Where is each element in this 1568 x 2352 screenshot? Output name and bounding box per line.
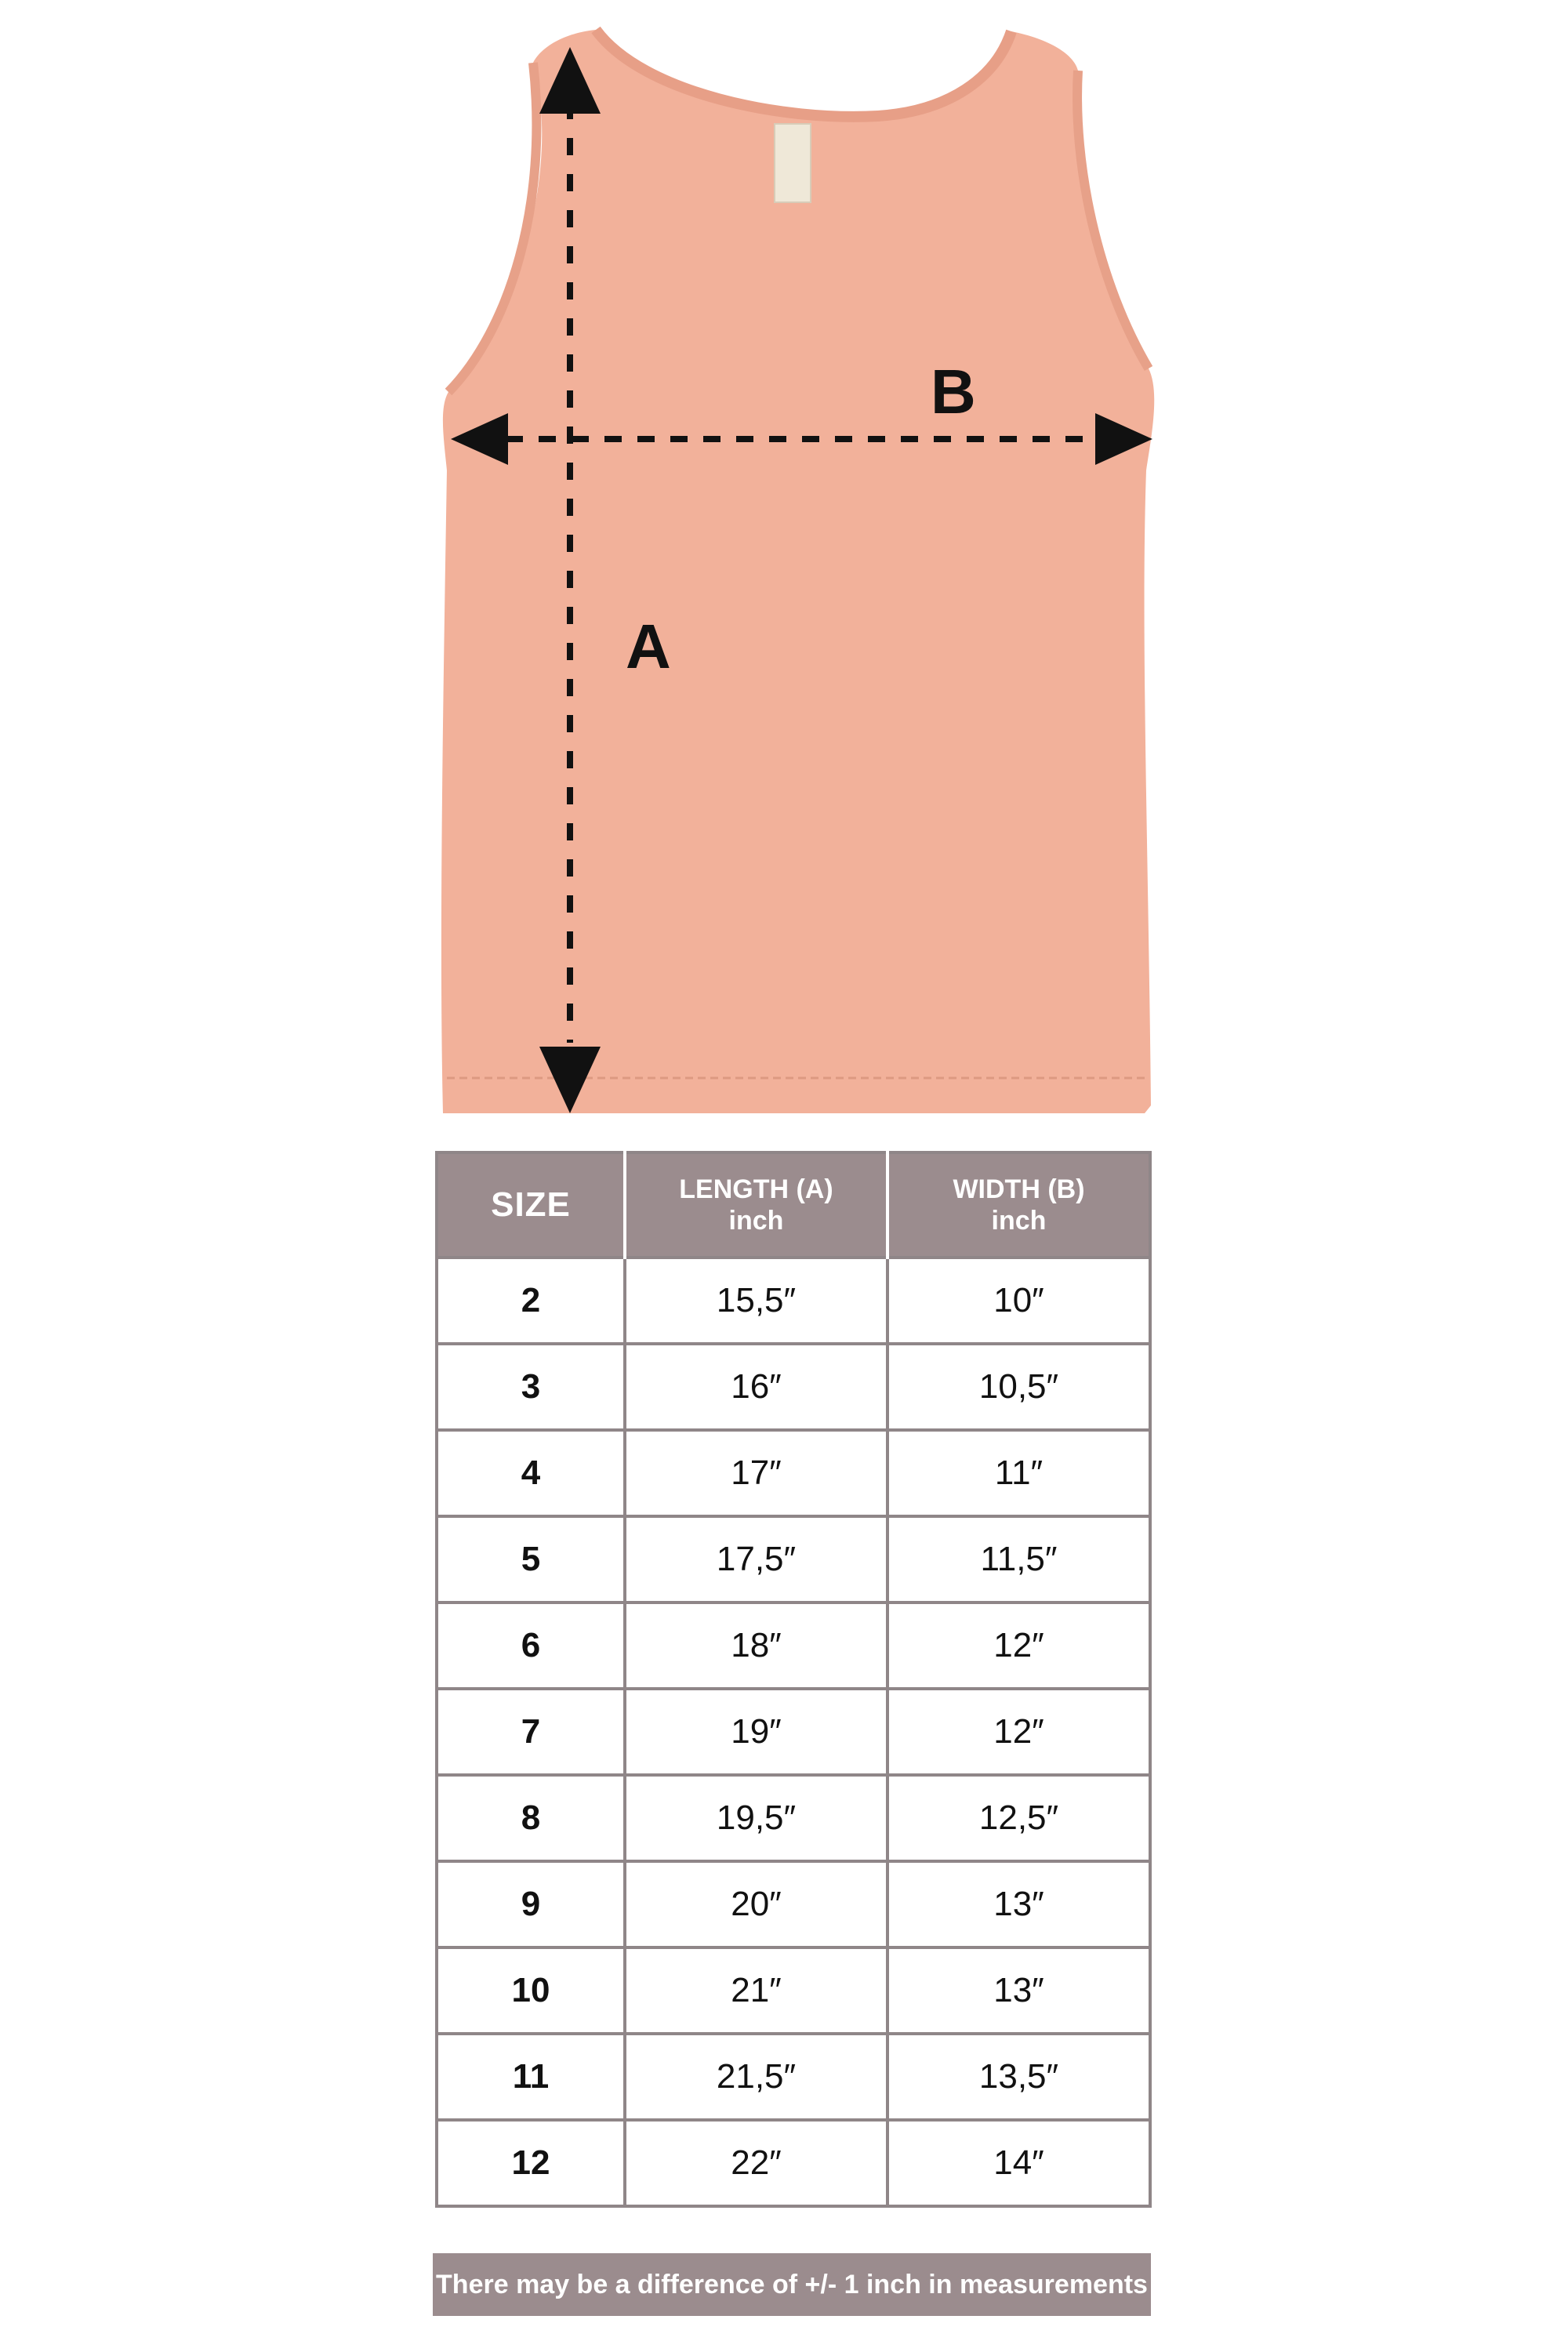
header-width [887, 1152, 1150, 1258]
size-cell: 5 [437, 1516, 625, 1602]
table-row [437, 1775, 1150, 1861]
header-width-unit: inch [991, 1206, 1047, 1236]
length-cell: 15,5″ [625, 1258, 887, 1344]
length-cell: 22″ [625, 2120, 887, 2206]
width-cell: 11″ [887, 1430, 1150, 1516]
size-cell: 12 [437, 2120, 625, 2206]
size-cell: 11 [437, 2034, 625, 2120]
width-cell: 13,5″ [887, 2034, 1150, 2120]
length-cell: 19″ [625, 1689, 887, 1775]
header-size [437, 1152, 625, 1258]
width-cell: 13″ [887, 1861, 1150, 1947]
table-row [437, 1861, 1150, 1947]
length-cell: 17,5″ [625, 1516, 887, 1602]
size-chart-table [435, 1151, 1152, 2208]
table-row [437, 2034, 1150, 2120]
length-cell: 19,5″ [625, 1775, 887, 1861]
table-row [437, 1516, 1150, 1602]
width-cell: 11,5″ [887, 1516, 1150, 1602]
care-label [775, 124, 811, 202]
table-row [437, 1689, 1150, 1775]
length-cell: 20″ [625, 1861, 887, 1947]
size-cell: 6 [437, 1602, 625, 1689]
width-cell: 10,5″ [887, 1344, 1150, 1430]
table-row [437, 1430, 1150, 1516]
length-cell: 17″ [625, 1430, 887, 1516]
tank-top-illustration [0, 0, 1568, 1129]
size-cell: 3 [437, 1344, 625, 1430]
table-header-row [437, 1152, 1150, 1258]
table-row [437, 1344, 1150, 1430]
length-cell: 21,5″ [625, 2034, 887, 2120]
header-width-label: WIDTH (B) [953, 1174, 1085, 1204]
width-cell: 14″ [887, 2120, 1150, 2206]
size-cell: 4 [437, 1430, 625, 1516]
size-cell: 10 [437, 1947, 625, 2034]
width-cell: 10″ [887, 1258, 1150, 1344]
table-row [437, 1602, 1150, 1689]
size-cell: 9 [437, 1861, 625, 1947]
length-cell: 16″ [625, 1344, 887, 1430]
width-label-b: B [931, 357, 976, 426]
length-cell: 21″ [625, 1947, 887, 2034]
width-cell: 12,5″ [887, 1775, 1150, 1861]
length-label-a: A [626, 612, 671, 681]
header-length [625, 1152, 887, 1258]
table-row [437, 2120, 1150, 2206]
width-cell: 12″ [887, 1689, 1150, 1775]
width-cell: 13″ [887, 1947, 1150, 2034]
length-cell: 18″ [625, 1602, 887, 1689]
measurement-note: There may be a difference of +/- 1 inch in measurements [433, 2253, 1151, 2316]
header-length-unit: inch [728, 1206, 784, 1236]
size-cell: 2 [437, 1258, 625, 1344]
header-length-label: LENGTH (A) [679, 1174, 833, 1204]
size-cell: 7 [437, 1689, 625, 1775]
width-cell: 12″ [887, 1602, 1150, 1689]
header-size-label: SIZE [491, 1185, 571, 1224]
table-row [437, 1947, 1150, 2034]
table-row [437, 1258, 1150, 1344]
size-cell: 8 [437, 1775, 625, 1861]
